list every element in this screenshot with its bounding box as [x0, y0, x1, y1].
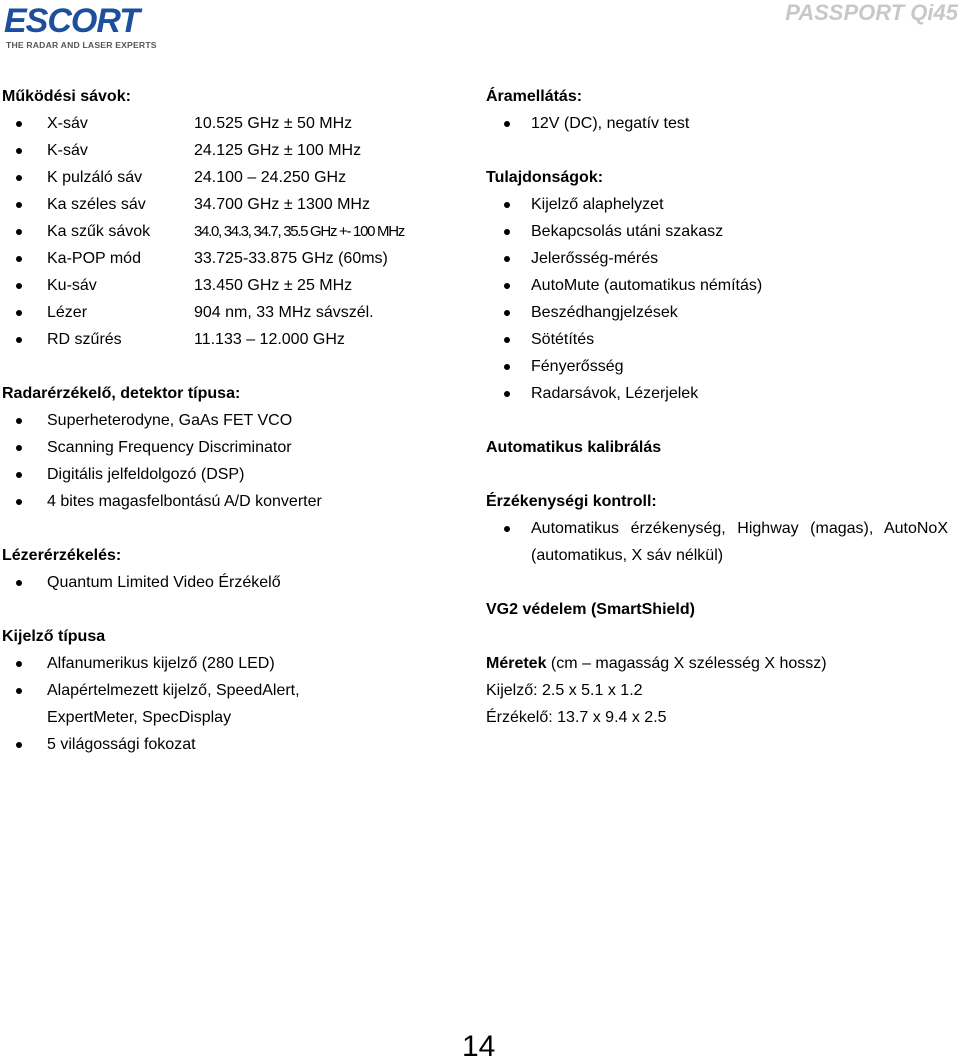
- list-item: Radarsávok, Lézerjelek: [486, 380, 948, 407]
- list-item: 12V (DC), negatív test: [486, 110, 948, 137]
- list-item: 5 világossági fokozat: [2, 731, 472, 758]
- power-list: [486, 110, 948, 137]
- bullet-icon: [504, 364, 510, 370]
- band-item: X-sáv 10.525 GHz ± 50 MHz: [2, 110, 472, 137]
- bullet-icon: [16, 337, 22, 343]
- bullet-icon: [16, 688, 22, 694]
- logo-tagline: THE RADAR AND LASER EXPERTS: [6, 40, 157, 50]
- band-item: Ka szűk sávok 34.0, 34.3, 34.7, 35.5 GHz +- 100 MHz: [2, 218, 472, 245]
- list-item: Jelerősség-mérés: [486, 245, 948, 272]
- bullet-icon: [16, 661, 22, 667]
- bullet-icon: [504, 337, 510, 343]
- list-item: Sötétítés: [486, 326, 948, 353]
- dimensions-line: [486, 650, 948, 677]
- band-item: Ka-POP mód 33.725-33.875 GHz (60ms): [2, 245, 472, 272]
- right-column: [486, 83, 948, 731]
- bands-heading: Működési sávok:: [2, 88, 131, 105]
- display-list: [2, 650, 472, 758]
- bullet-icon: [16, 472, 22, 478]
- bullet-icon: [16, 121, 22, 127]
- bullet-icon: [16, 445, 22, 451]
- bullet-icon: [504, 202, 510, 208]
- bullet-icon: [504, 229, 510, 235]
- escort-logo: [4, 2, 157, 54]
- bullet-icon: [16, 148, 22, 154]
- bullet-icon: [16, 742, 22, 748]
- bullet-icon: [16, 202, 22, 208]
- laser-list: [2, 569, 472, 596]
- bullet-icon: [504, 121, 510, 127]
- logo-wordmark: ESCORT: [4, 2, 140, 40]
- list-item: Bekapcsolás utáni szakasz: [486, 218, 948, 245]
- list-item: Quantum Limited Video Érzékelő: [2, 569, 472, 596]
- band-item: K pulzáló sáv 24.100 – 24.250 GHz: [2, 164, 472, 191]
- bullet-icon: [16, 283, 22, 289]
- bullet-icon: [504, 256, 510, 262]
- band-item: RD szűrés 11.133 – 12.000 GHz: [2, 326, 472, 353]
- sensitivity-list: [486, 515, 948, 569]
- band-item: Ku-sáv 13.450 GHz ± 25 MHz: [2, 272, 472, 299]
- bullet-icon: [16, 229, 22, 235]
- features-list: [486, 191, 948, 407]
- band-item: Lézer 904 nm, 33 MHz sávszél.: [2, 299, 472, 326]
- radar-heading: Radarérzékelő, detektor típusa:: [2, 385, 241, 402]
- list-item: Digitális jelfeldolgozó (DSP): [2, 461, 472, 488]
- bullet-icon: [16, 499, 22, 505]
- band-item: K-sáv 24.125 GHz ± 100 MHz: [2, 137, 472, 164]
- bullet-icon: [16, 418, 22, 424]
- bullet-icon: [16, 256, 22, 262]
- laser-heading: Lézerérzékelés:: [2, 547, 122, 564]
- power-heading: Áramellátás:: [486, 88, 583, 105]
- list-item: Alfanumerikus kijelző (280 LED): [2, 650, 472, 677]
- bullet-icon: [504, 391, 510, 397]
- list-item: AutoMute (automatikus némítás): [486, 272, 948, 299]
- bullet-icon: [504, 310, 510, 316]
- bullet-icon: [16, 580, 22, 586]
- list-item: 4 bites magasfelbontású A/D konverter: [2, 488, 472, 515]
- list-item: Alapértelmezett kijelző, SpeedAlert, ExpertMeter, SpecDisplay: [2, 677, 347, 731]
- page-number: 14: [462, 1030, 496, 1063]
- bullet-icon: [504, 526, 510, 532]
- bullet-icon: [16, 310, 22, 316]
- sensor-dimensions: Érzékelő: 13.7 x 9.4 x 2.5: [486, 709, 667, 726]
- left-column: [2, 83, 472, 758]
- bullet-icon: [504, 283, 510, 289]
- display-heading: Kijelző típusa: [2, 628, 106, 645]
- bands-list: [2, 110, 472, 353]
- band-item: Ka széles sáv 34.700 GHz ± 1300 MHz: [2, 191, 472, 218]
- list-item: Beszédhangjelzések: [486, 299, 948, 326]
- sensitivity-heading: Érzékenységi kontroll:: [486, 493, 657, 510]
- list-item: Automatikus érzékenység, Highway (magas), AutoNoX (automatikus, X sáv nélkül): [486, 515, 948, 569]
- autocal-heading: Automatikus kalibrálás: [486, 439, 662, 456]
- dimensions-label: Méretek: [486, 655, 547, 672]
- vg2-heading: VG2 védelem (SmartShield): [486, 601, 695, 618]
- dimensions-desc: (cm – magasság X szélesség X hossz): [546, 655, 827, 672]
- list-item: Fényerősség: [486, 353, 948, 380]
- list-item: Superheterodyne, GaAs FET VCO: [2, 407, 472, 434]
- display-dimensions: Kijelző: 2.5 x 5.1 x 1.2: [486, 682, 643, 699]
- radar-list: [2, 407, 472, 515]
- features-heading: Tulajdonságok:: [486, 169, 604, 186]
- bullet-icon: [16, 175, 22, 181]
- document-title: PASSPORT Qi45: [785, 0, 958, 25]
- list-item: Scanning Frequency Discriminator: [2, 434, 472, 461]
- list-item: Kijelző alaphelyzet: [486, 191, 948, 218]
